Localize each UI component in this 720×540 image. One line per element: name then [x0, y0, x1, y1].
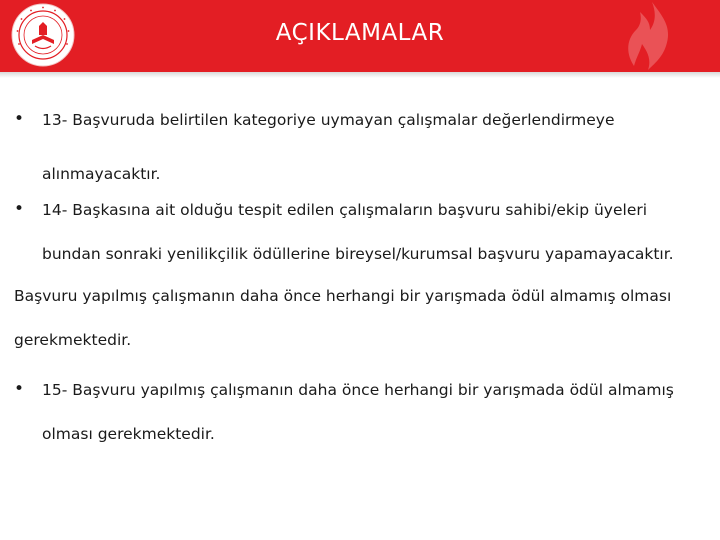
item-line: bundan sonraki yenilikçilik ödüllerine bireysel/kurumsal başvuru yapamayacaktır. [42, 245, 674, 263]
item-line: 14- Başkasına ait olduğu tespit edilen çalışmaların başvuru sahibi/ekip üyeleri [42, 201, 648, 219]
header-shadow [0, 72, 720, 78]
paragraph-line: gerekmektedir. [14, 331, 132, 349]
paragraph-line: Başvuru yapılmış çalışmanın daha önce herhangi bir yarışmada ödül almamış olması [14, 287, 672, 305]
item-line: alınmayacaktır. [42, 165, 161, 183]
bullet-mark: • [14, 109, 25, 129]
item-line: 13- Başvuruda belirtilen kategoriye uymayan çalışmalar değerlendirmeye [42, 111, 615, 129]
bullet-mark: • [14, 199, 25, 219]
page-title: AÇIKLAMALAR [275, 20, 445, 46]
flame-icon [612, 0, 692, 72]
header-bar [0, 0, 720, 72]
item-line: 15- Başvuru yapılmış çalışmanın daha önce herhangi bir yarışmada ödül almamış [42, 381, 674, 399]
bullet-mark: • [14, 379, 25, 399]
item-line: olması gerekmektedir. [42, 425, 215, 443]
